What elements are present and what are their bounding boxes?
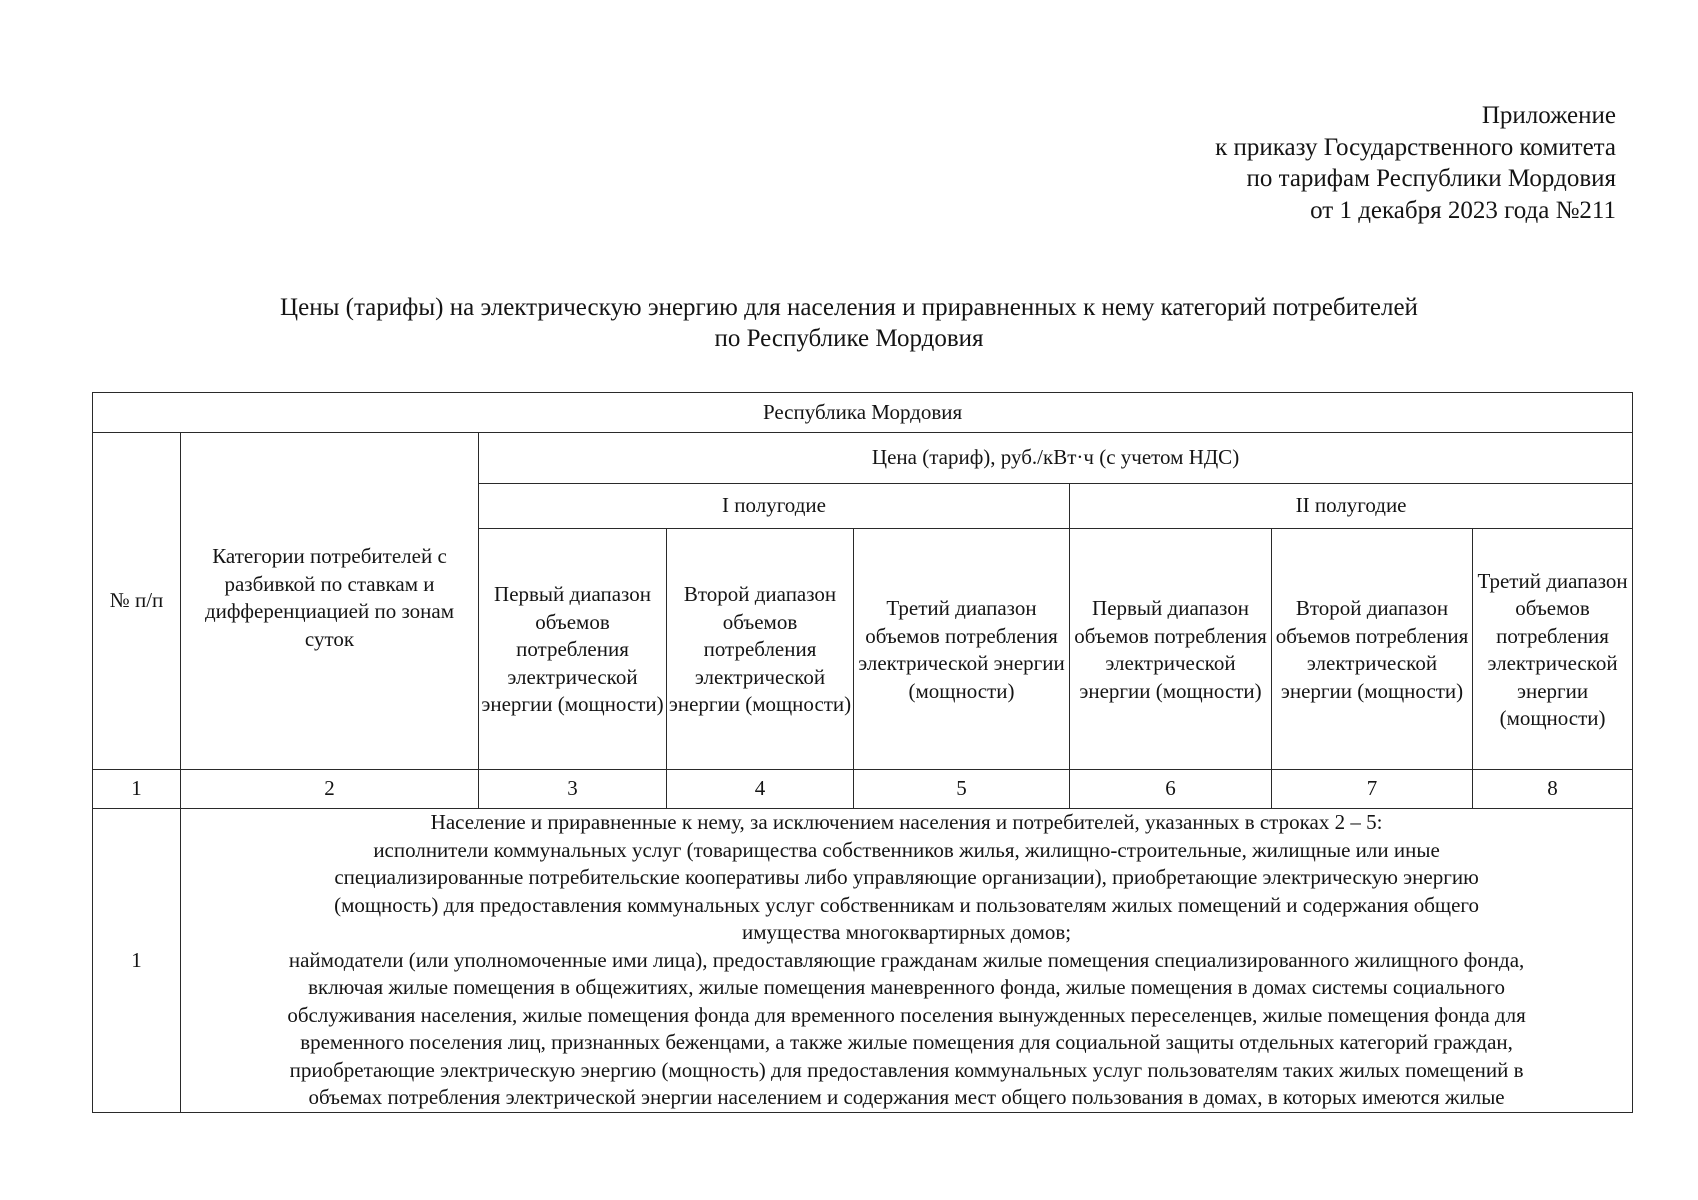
header-line-date: от 1 декабря 2023 года №211 — [1310, 196, 1616, 224]
row-text-line: Население и приравненные к нему, за исключением населения и потребителей, указанных в строках 2 – 5: — [430, 810, 1383, 834]
category-header — [181, 433, 479, 770]
row-text-line: объемах потребления электрической энергии населением и содержания мест общего пользования в домах, в которых имеются жилые — [308, 1085, 1505, 1109]
range-header-h1-second — [667, 529, 854, 770]
row-description — [181, 809, 1633, 1113]
range-text: Третий диапазон объемов потребления электрической энергии (мощности) — [1477, 568, 1628, 730]
range-text: Третий диапазон объемов потребления электрической энергии (мощности) — [858, 596, 1065, 703]
tariff-table — [92, 392, 1633, 1113]
row-text-line: временного поселения лиц, признанных беженцами, а также жилые помещения для социальной защиты отдельных категорий граждан, — [300, 1030, 1513, 1054]
second-half-header: II полугодие — [1070, 484, 1633, 529]
range-text: Второй диапазон объемов потребления электрической энергии (мощности) — [668, 582, 852, 717]
row-number: 1 — [93, 809, 181, 1113]
row-text-line: имущества многоквартирных домов; — [742, 920, 1072, 944]
row-text-line: наймодатели (или уполномоченные ими лица), предоставляющие гражданам жилые помещения специализированного жилищного фонда, — [288, 947, 1525, 972]
range-text: Второй диапазон объемов потребления электрической энергии (мощности) — [1275, 596, 1469, 703]
num-header: № п/п — [93, 433, 181, 770]
category-header-text: Категории потребителей с разбивкой по ставкам и дифференциацией по зонам суток — [205, 544, 454, 651]
document-title — [0, 292, 1698, 354]
column-number: 7 — [1272, 770, 1473, 809]
header-line-appendix: Приложение — [1481, 102, 1616, 129]
price-header: Цена (тариф), руб./кВт·ч (с учетом НДС) — [479, 433, 1633, 484]
approval-header — [1215, 100, 1616, 226]
header-line-order: к приказу Государственного комитета — [1215, 133, 1616, 161]
table-row — [93, 809, 1633, 1113]
first-half-header: I полугодие — [479, 484, 1070, 529]
column-number: 5 — [854, 770, 1070, 809]
column-number: 1 — [93, 770, 181, 809]
range-header-h2-first — [1070, 529, 1272, 770]
row-text-line: приобретающие электрическую энергию (мощность) для предоставления коммунальных услуг пользователям таких жилых помещений в — [289, 1057, 1524, 1082]
row-text-line: (мощность) для предоставления коммунальных услуг собственникам и пользователям жилых помещений и содержания общего — [334, 892, 1479, 917]
column-number: 4 — [667, 770, 854, 809]
range-header-h1-third — [854, 529, 1070, 770]
header-line-committee: по тарифам Республики Мордовия — [1246, 165, 1616, 192]
range-header-h2-third — [1473, 529, 1633, 770]
title-line-1: Цены (тарифы) на электрическую энергию для населения и приравненных к нему категорий потребителей — [280, 294, 1418, 321]
row-text-line: обслуживания населения, жилые помещения фонда для временного поселения вынужденных переселенцев, жилые помещения фонда для — [287, 1002, 1526, 1027]
title-line-2: по Республике Мордовия — [714, 325, 984, 352]
row-text-line: исполнители коммунальных услуг (товарищества собственников жилья, жилищно-строительные, жилищные или иные — [373, 837, 1440, 862]
range-text: Первый диапазон объемов потребления электрической энергии (мощности) — [481, 582, 664, 717]
range-text: Первый диапазон объемов потребления электрической энергии (мощности) — [1074, 596, 1267, 703]
row-text-line: включая жилые помещения в общежитиях, жилые помещения маневренного фонда, жилые помещения в домах системы социального — [308, 975, 1506, 999]
row-text-line: специализированные потребительские кооперативы либо управляющие организации), приобретающие электрическую энергию — [334, 865, 1479, 889]
column-number: 8 — [1473, 770, 1633, 809]
range-header-h2-second — [1272, 529, 1473, 770]
column-number: 2 — [181, 770, 479, 809]
column-number: 6 — [1070, 770, 1272, 809]
region-header: Республика Мордовия — [93, 393, 1633, 433]
range-header-h1-first — [479, 529, 667, 770]
column-number: 3 — [479, 770, 667, 809]
